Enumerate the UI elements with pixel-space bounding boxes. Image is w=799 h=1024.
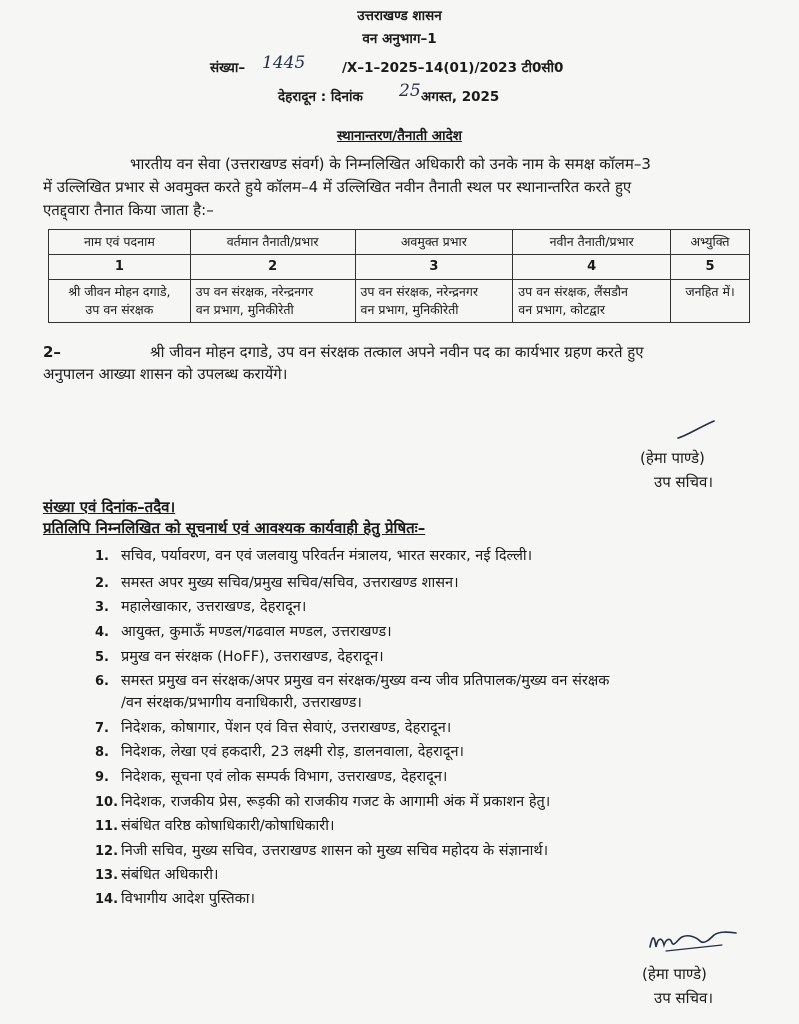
- list-item: 7. निदेशक, कोषागार, पेंशन एवं वित्त सेवाएं, उत्तराखण्ड, देहरादून।: [95, 720, 452, 736]
- col-header-remarks: अभ्युक्ति: [671, 230, 750, 255]
- copy-intro: प्रतिलिपि निम्नलिखित को सूचनार्थ एवं आवश्यक कार्यवाही हेतु प्रेषितः–: [43, 519, 426, 537]
- cell-current-posting: [190, 280, 355, 323]
- cell-relieved-charge: [355, 280, 513, 323]
- paragraph1-line1: भारतीय वन सेवा (उत्तराखण्ड संवर्ग) के निम्नलिखित अधिकारी को उनके नाम के समक्ष कॉलम–3: [130, 155, 651, 173]
- list-item: 9. निदेशक, सूचना एवं लोक सम्पर्क विभाग, उत्तराखण्ड, देहरादून।: [95, 769, 448, 785]
- col-header-name: नाम एवं पदनाम: [49, 230, 191, 255]
- col-header-relieved-charge: अवमुक्त प्रभार: [355, 230, 513, 255]
- file-number: /X–1–2025–14(01)/2023 टी0सी0: [342, 60, 564, 76]
- list-item: 4. आयुक्त, कुमाऊँ मण्डल/गढवाल मण्डल, उत्तराखण्ड।: [95, 624, 392, 640]
- list-item: 1. सचिव, पर्यावरण, वन एवं जलवायु परिवर्तन मंत्रालय, भारत सरकार, नई दिल्ली।: [95, 548, 533, 564]
- list-item: 8. निदेशक, लेखा एवं हकदारी, 23 लक्ष्मी रोड़, डालनवाला, देहरादून।: [95, 744, 465, 760]
- signature-mark: [672, 418, 722, 444]
- list-item: 6. समस्त प्रमुख वन संरक्षक/अपर प्रमुख वन संरक्षक/मुख्य वन्य जीव प्रतिपालक/मुख्य वन संरक्षक: [95, 673, 610, 689]
- list-item: 5. प्रमुख वन संरक्षक (HoFF), उत्तराखण्ड, देहरादून।: [95, 649, 384, 665]
- col-number: 1: [49, 255, 191, 280]
- handwritten-number: 1445: [262, 53, 306, 73]
- government-name: उत्तराखण्ड शासन: [357, 8, 442, 24]
- col-header-new-posting: नवीन तैनाती/प्रभार: [513, 230, 671, 255]
- col-number: 4: [513, 255, 671, 280]
- cell-name: [49, 280, 191, 323]
- relieved-charge-line1: उप वन संरक्षक, नरेन्द्रनगर: [360, 284, 479, 299]
- date-prefix: देहरादून : दिनांक: [278, 89, 363, 105]
- list-item: 13. संबंधित अधिकारी।: [95, 867, 219, 883]
- paragraph1-line3: एतद्द्वारा तैनात किया जाता है:–: [43, 201, 214, 219]
- signatory-name: (हेमा पाण्डे): [642, 965, 707, 983]
- handwritten-date: 25: [399, 81, 421, 101]
- new-posting-line1: उप वन संरक्षक, लैंसडौन: [518, 284, 628, 299]
- date-suffix: अगस्त, 2025: [421, 89, 500, 105]
- section-name: वन अनुभाग–1: [362, 31, 437, 47]
- col-header-current-posting: वर्तमान तैनाती/प्रभार: [190, 230, 355, 255]
- list-item: 3. महालेखाकार, उत्तराखण्ड, देहरादून।: [95, 599, 307, 615]
- cell-new-posting: [513, 280, 671, 323]
- signatory-designation: उप सचिव।: [654, 989, 714, 1007]
- paragraph2-number: 2–: [43, 343, 61, 361]
- list-item: 11. संबंधित वरिष्ठ कोषाधिकारी/कोषाधिकारी।: [95, 818, 335, 834]
- table-row: [49, 280, 750, 323]
- paragraph1-line2: में उल्लिखित प्रभार से अवमुक्त करते हुये कॉलम–4 में उल्लिखित नवीन तैनाती स्थल पर स्थानान्तरित करते हुए: [43, 178, 632, 196]
- list-item: 14. विभागीय आदेश पुस्तिका।: [95, 891, 255, 907]
- officer-name: श्री जीवन मोहन दगाडे,: [68, 284, 171, 299]
- signature-image: [644, 925, 744, 959]
- paragraph2-line1: श्री जीवन मोहन दगाडे, उप वन संरक्षक तत्काल अपने नवीन पद का कार्यभार ग्रहण करते हुए: [150, 343, 644, 361]
- signatory-name: (हेमा पाण्डे): [640, 449, 705, 467]
- signatory-designation: उप सचिव।: [654, 473, 714, 491]
- current-posting-line2: वन प्रभाग, मुनिकीरेती: [195, 302, 294, 317]
- paragraph2-line2: अनुपालन आख्या शासन को उपलब्ध करायेंगे।: [43, 365, 288, 383]
- table-number-row: [49, 255, 750, 280]
- relieved-charge-line2: वन प्रभाग, मुनिकीरेती: [360, 302, 459, 317]
- col-number: 5: [671, 255, 750, 280]
- order-title: स्थानान्तरण/तैनाती आदेश: [337, 128, 462, 144]
- number-label: संख्या–: [210, 60, 246, 76]
- table-header-row: [49, 230, 750, 255]
- cell-remarks: जनहित में।: [671, 280, 750, 323]
- col-number: 2: [190, 255, 355, 280]
- list-item: 2. समस्त अपर मुख्य सचिव/प्रमुख सचिव/सचिव, उत्तराखण्ड शासन।: [95, 575, 459, 591]
- col-number: 3: [355, 255, 513, 280]
- list-item: 12. निजी सचिव, मुख्य सचिव, उत्तराखण्ड शासन को मुख्य सचिव महोदय के संज्ञानार्थ।: [95, 843, 549, 859]
- copy-reference: संख्या एवं दिनांक–तदैव।: [43, 498, 176, 516]
- new-posting-line2: वन प्रभाग, कोटद्वार: [518, 302, 605, 317]
- transfer-table: [48, 229, 750, 323]
- list-item-continuation: /वन संरक्षक/प्रभागीय वनाधिकारी, उत्तराखण्ड।: [121, 695, 362, 711]
- list-item: 10. निदेशक, राजकीय प्रेस, रूड़की को राजकीय गजट के आगामी अंक में प्रकाशन हेतु।: [95, 794, 551, 810]
- officer-designation: उप वन संरक्षक: [85, 302, 154, 317]
- current-posting-line1: उप वन संरक्षक, नरेन्द्रनगर: [195, 284, 314, 299]
